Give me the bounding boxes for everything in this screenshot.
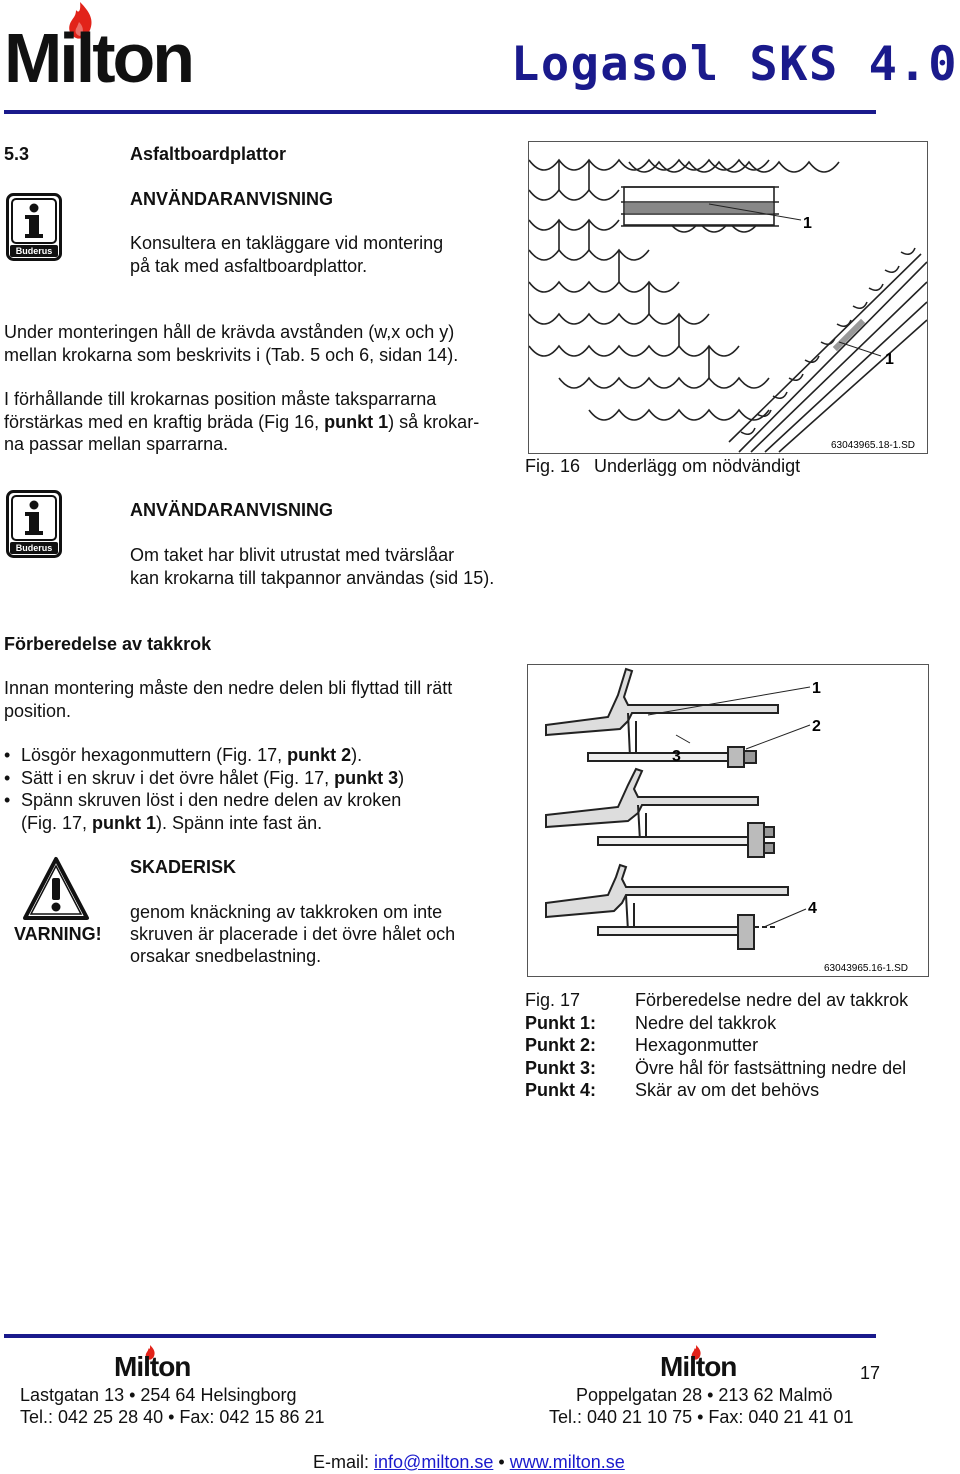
footer-logo-left: [114, 1344, 214, 1382]
email-link[interactable]: info@milton.se: [374, 1452, 494, 1472]
header-logo: [4, 0, 219, 97]
fig17-callout-4: 4: [808, 900, 817, 917]
footer-logo-right: [660, 1344, 760, 1382]
prep-bullet: • Spänn skruven löst i den nedre delen av kroken: [21, 789, 401, 812]
warning-heading: SKADERISK: [130, 857, 237, 877]
prep-bullet: • Sätt i en skruv i det övre hålet (Fig. 17, punkt 3): [21, 767, 404, 790]
section-title: Asfaltboardplattor: [130, 144, 287, 164]
warning-label: VARNING!: [14, 924, 102, 944]
fig17-caption-text: Skär av om det behövs: [635, 1080, 820, 1100]
warning-triangle-icon: [22, 856, 90, 922]
fig16-callout-1-lower: 1: [885, 351, 894, 368]
footer-rule: [4, 1334, 876, 1338]
section-number: 5.3: [4, 144, 30, 164]
fig17-callout-2: 2: [812, 718, 821, 735]
prep-heading: Förberedelse av takkrok: [4, 634, 212, 654]
info-icon-label: Buderus: [15, 246, 53, 256]
footer-contact: [313, 1451, 625, 1474]
note1-line: Konsultera en takläggare vid montering: [130, 233, 444, 253]
separator: •: [498, 1452, 505, 1472]
fig17-caption-label: Punkt 4:: [525, 1080, 597, 1100]
document-title: Logasol SKS 4.0: [511, 37, 958, 92]
warning-line: genom knäckning av takkroken om inte: [130, 902, 443, 922]
para2-line: I förhållande till krokarnas position måste taksparrarna: [4, 389, 437, 409]
note2-heading: ANVÄNDARANVISNING: [130, 500, 334, 520]
footer-left-address: Lastgatan 13 • 254 64 Helsingborg: [20, 1385, 297, 1405]
note2-info-icon: [6, 490, 62, 558]
fig16-illustration: [528, 141, 928, 454]
fig17-caption-label: Punkt 1:: [525, 1013, 597, 1033]
note2-line: Om taket har blivit utrustat med tvärslåar: [130, 545, 455, 565]
warning-line: skruven är placerade i det övre hålet och: [130, 924, 456, 944]
para1-line: Under monteringen håll de krävda avstånden (w,x och y): [4, 322, 455, 342]
footer-left-phone: Tel.: 042 25 28 40 • Fax: 042 15 86 21: [20, 1407, 325, 1427]
fig16-caption-text: Underlägg om nödvändigt: [594, 456, 801, 476]
note1-line: på tak med asfaltboardplattor.: [130, 256, 368, 276]
footer-right-address: Poppelgatan 28 • 213 62 Malmö: [576, 1385, 833, 1405]
fig16-code: 63043965.18-1.SD: [831, 440, 915, 451]
fig17-caption-text: Hexagonmutter: [635, 1035, 759, 1055]
para2-line: förstärkas med en kraftig bräda (Fig 16, punkt 1) så krokar-: [4, 412, 480, 432]
fig17-callout-1: 1: [812, 680, 821, 697]
fig17-caption-label: Punkt 2:: [525, 1035, 597, 1055]
footer-logo-text: Milton: [114, 1351, 191, 1382]
prep-intro-line: position.: [4, 701, 72, 721]
logo-text: Milton: [4, 19, 193, 97]
info-icon-label: Buderus: [15, 543, 53, 553]
prep-intro-line: Innan montering måste den nedre delen bli flyttad till rätt: [4, 678, 453, 698]
note1-heading: ANVÄNDARANVISNING: [130, 189, 334, 209]
fig17-caption-label: Punkt 3:: [525, 1058, 597, 1078]
note1-info-icon: [6, 193, 62, 261]
header-rule: [4, 110, 876, 114]
fig16-caption-label: Fig. 16: [525, 456, 581, 476]
email-label: E-mail:: [313, 1452, 370, 1472]
fig17-caption-text: Förberedelse nedre del av takkrok: [635, 990, 909, 1010]
prep-bullet: • Lösgör hexagonmuttern (Fig. 17, punkt 2).: [21, 744, 362, 767]
para1-line: mellan krokarna som beskrivits i (Tab. 5 och 6, sidan 14).: [4, 345, 459, 365]
fig17-caption-label: Fig. 17: [525, 990, 581, 1010]
footer-logo-text: Milton: [660, 1351, 737, 1382]
fig17-caption-text: Övre hål för fastsättning nedre del: [635, 1058, 907, 1078]
prep-bullet-continuation: (Fig. 17, punkt 1). Spänn inte fast än.: [21, 813, 323, 833]
website-link[interactable]: www.milton.se: [509, 1452, 625, 1472]
fig17-callout-3: 3: [672, 748, 681, 765]
fig16-callout-1: 1: [803, 215, 812, 232]
fig17-illustration: [527, 664, 929, 977]
page-number: 17: [860, 1363, 881, 1383]
warning-line: orsakar snedbelastning.: [130, 946, 322, 966]
note2-line: kan krokarna till takpannor användas (sid 15).: [130, 568, 495, 588]
fig17-caption-text: Nedre del takkrok: [635, 1013, 777, 1033]
fig17-code: 63043965.16-1.SD: [824, 963, 908, 974]
para2-line: na passar mellan sparrarna.: [4, 434, 229, 454]
footer-right-phone: Tel.: 040 21 10 75 • Fax: 040 21 41 01: [549, 1407, 854, 1427]
